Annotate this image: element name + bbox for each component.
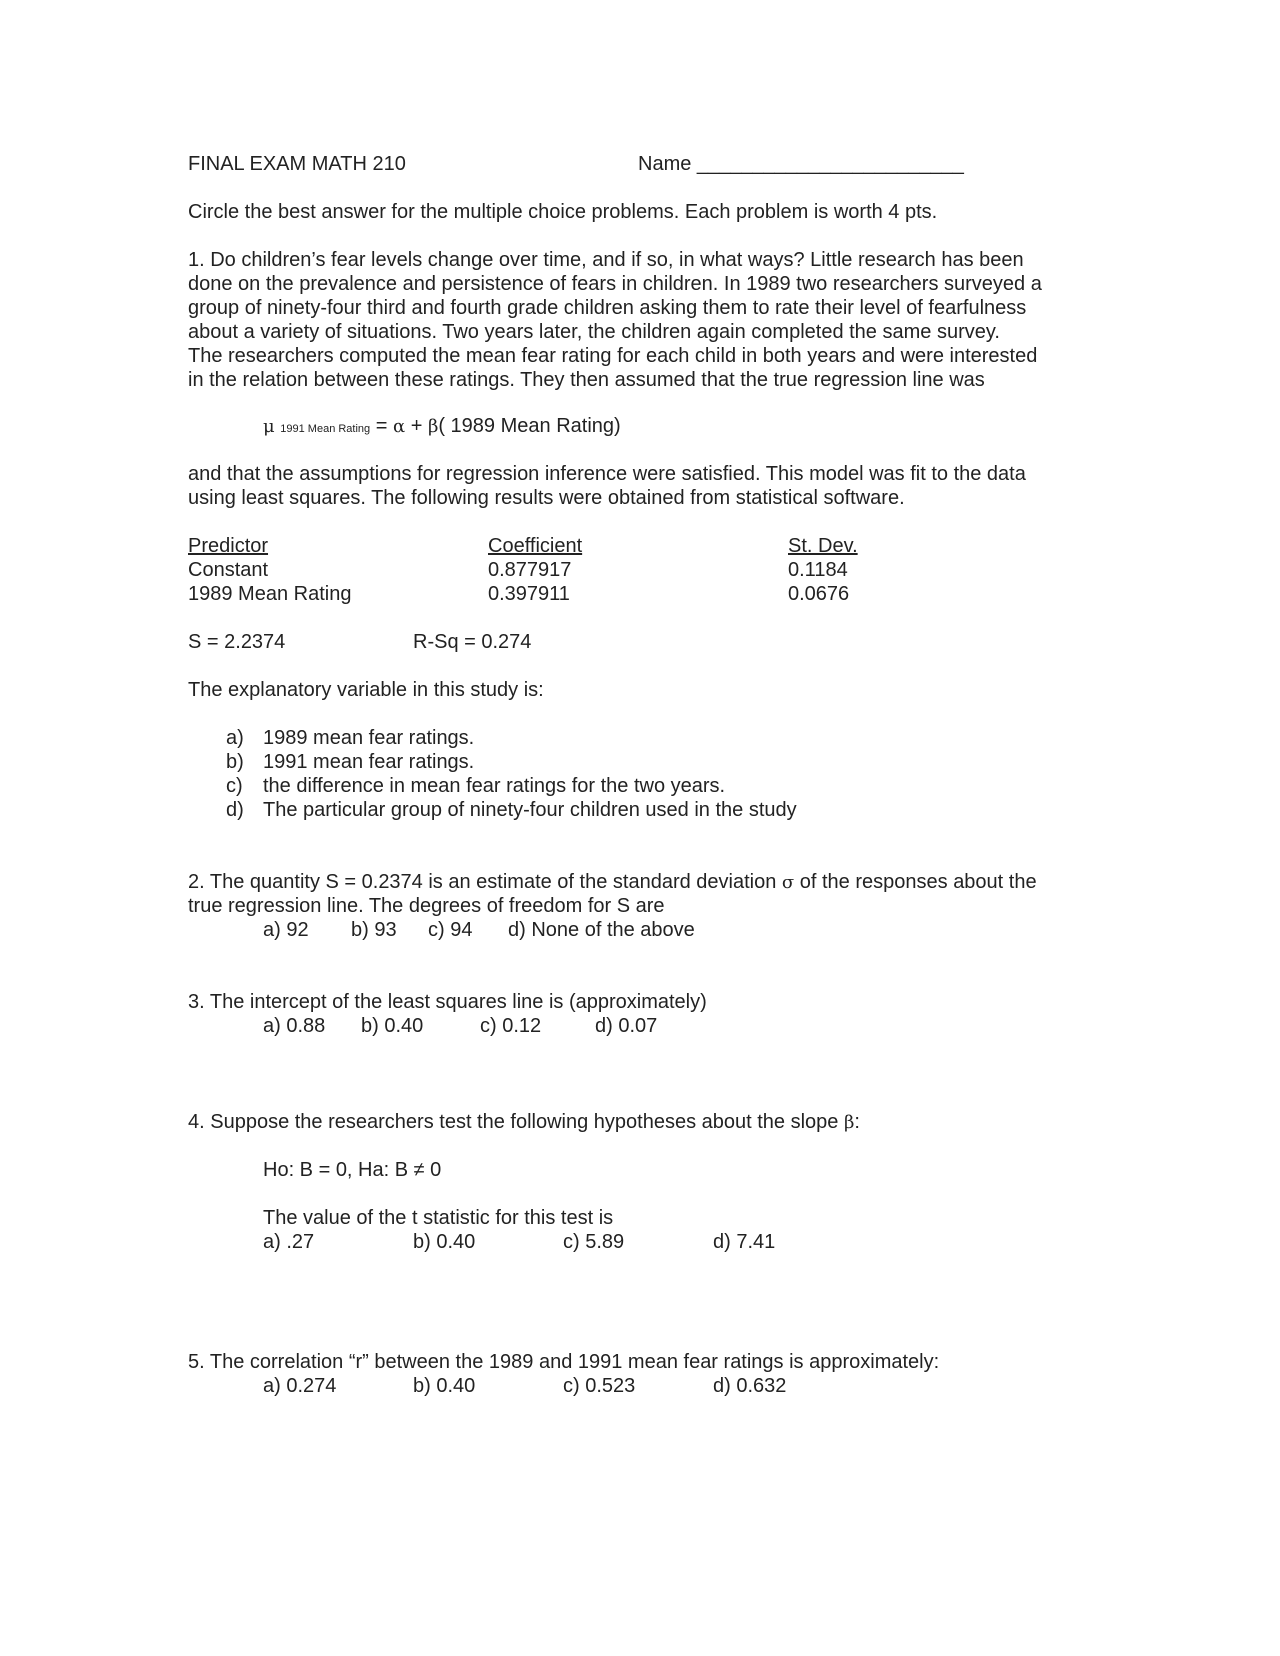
q1-text-line: using least squares. The following results were obtained from statistical software.	[188, 487, 905, 509]
mu-symbol: μ	[263, 416, 275, 437]
table-cell: 0.877917	[488, 559, 572, 581]
q1-text-line: in the relation between these ratings. They then assumed that the true regression line was	[188, 369, 985, 391]
instructions: Circle the best answer for the multiple choice problems. Each problem is worth 4 pts.	[188, 201, 938, 223]
not-equal-symbol: ≠	[413, 1159, 425, 1181]
choice: a) 0.274	[263, 1375, 337, 1397]
choice-text: 1991 mean fear ratings.	[263, 751, 475, 773]
exam-title: FINAL EXAM MATH 210	[188, 153, 406, 175]
choice: a) 0.88	[263, 1015, 326, 1037]
formula-plus: +	[405, 415, 428, 437]
choice: c) 5.89	[563, 1231, 625, 1253]
q1-text-line: group of ninety-four third and fourth grade children asking them to rate their level of fearfulness	[188, 297, 1027, 319]
choice: c) 0.523	[563, 1375, 636, 1397]
q4-text-line	[188, 1110, 860, 1135]
q1-question: The explanatory variable in this study is:	[188, 679, 544, 701]
q2-text-post: of the responses about the	[794, 871, 1037, 893]
choice: b) 0.40	[413, 1375, 476, 1397]
alpha-symbol: α	[392, 416, 406, 437]
q1-text-line: and that the assumptions for regression inference were satisfied. This model was fit to the data	[188, 463, 1026, 485]
q2-text-pre: 2. The quantity S = 0.2374 is an estimate of the standard deviation	[188, 871, 782, 893]
choice: a) 92	[263, 919, 309, 941]
q3-text-line: 3. The intercept of the least squares line is (approximately)	[188, 991, 707, 1013]
choice: b) 0.40	[361, 1015, 424, 1037]
q1-text-line: about a variety of situations. Two years later, the children again completed the same survey.	[188, 321, 1000, 343]
choice: d) 0.07	[595, 1015, 658, 1037]
q2-text-line	[188, 870, 1037, 895]
formula-subscript: 1991 Mean Rating	[280, 423, 371, 435]
q1-text-line: The researchers computed the mean fear rating for each child in both years and were interested	[188, 345, 1038, 367]
q2-text-line: true regression line. The degrees of freedom for S are	[188, 895, 665, 917]
choice-letter: c)	[226, 775, 243, 797]
q4-text-pre: 4. Suppose the researchers test the following hypotheses about the slope	[188, 1111, 844, 1133]
stat-s: S = 2.2374	[188, 631, 286, 653]
choice-letter: d)	[226, 799, 244, 821]
beta-symbol: β	[427, 416, 439, 437]
choice: b) 93	[351, 919, 397, 941]
table-cell: Constant	[188, 559, 269, 581]
q4-text-post: :	[854, 1111, 860, 1133]
table-cell: 0.397911	[488, 583, 570, 605]
choice-text: the difference in mean fear ratings for the two years.	[263, 775, 726, 797]
choice-text: 1989 mean fear ratings.	[263, 727, 475, 749]
choice: a) .27	[263, 1231, 315, 1253]
q1-text-line: 1. Do children’s fear levels change over time, and if so, in what ways? Little research has been	[188, 249, 1024, 271]
choice: c) 94	[428, 919, 473, 941]
table-header-stdev: St. Dev.	[788, 535, 858, 557]
hypotheses	[263, 1158, 441, 1182]
name-field-label: Name ________________________	[638, 153, 964, 175]
table-cell: 0.0676	[788, 583, 850, 605]
table-cell: 0.1184	[788, 559, 848, 581]
hypotheses-pre: Ho: B = 0, Ha: B	[263, 1159, 414, 1181]
choice: d) 0.632	[713, 1375, 787, 1397]
formula-equals: =	[375, 415, 393, 437]
hypotheses-post: 0	[424, 1159, 442, 1181]
choice-text: The particular group of ninety-four children used in the study	[263, 799, 797, 821]
q4-tstat-line: The value of the t statistic for this test is	[263, 1207, 614, 1229]
choice: b) 0.40	[413, 1231, 476, 1253]
table-header-predictor: Predictor	[188, 535, 269, 557]
choice: c) 0.12	[480, 1015, 542, 1037]
regression-formula	[263, 414, 621, 441]
choice: d) None of the above	[508, 919, 695, 941]
table-header-coefficient: Coefficient	[488, 535, 583, 557]
sigma-symbol: σ	[781, 872, 795, 893]
formula-rest: ( 1989 Mean Rating)	[438, 415, 621, 437]
table-cell: 1989 Mean Rating	[188, 583, 352, 605]
beta-symbol: β	[843, 1112, 855, 1133]
stat-rsq: R-Sq = 0.274	[413, 631, 532, 653]
choice: d) 7.41	[713, 1231, 776, 1253]
q5-text-line: 5. The correlation “r” between the 1989 and 1991 mean fear ratings is approximately:	[188, 1351, 940, 1373]
choice-letter: b)	[226, 751, 244, 773]
choice-letter: a)	[226, 727, 244, 749]
q1-text-line: done on the prevalence and persistence of fears in children. In 1989 two researchers surveyed a	[188, 273, 1042, 295]
